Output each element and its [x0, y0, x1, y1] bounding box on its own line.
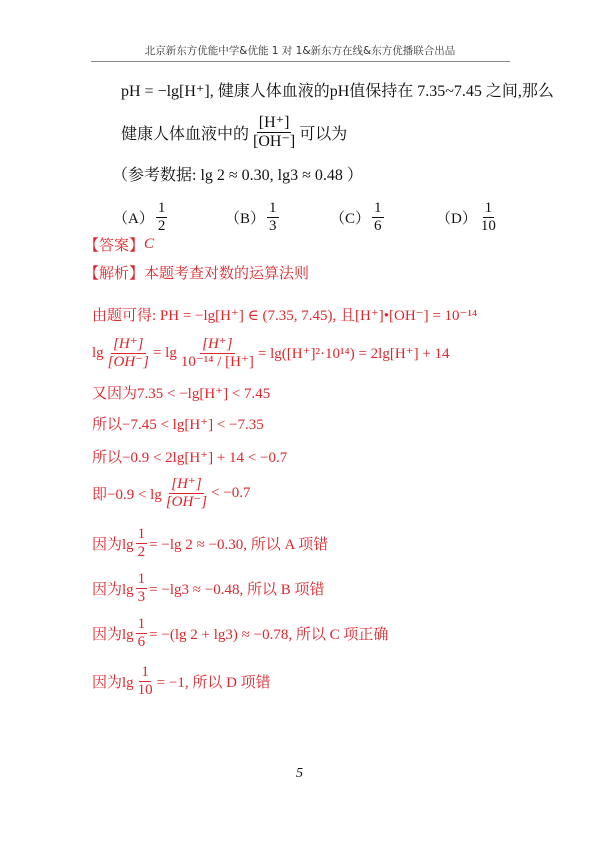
numerator: 1: [137, 526, 146, 542]
option-c: [330, 200, 386, 234]
option-label: （C）: [330, 210, 371, 227]
fraction: [156, 200, 168, 234]
text: = −(lg 2 + lg3) ≈ −0.78, 所以 C 项正确: [149, 626, 389, 643]
step-4: 所以−7.45 < lg[H⁺] < −7.35: [92, 417, 264, 433]
page-header: 北京新东方优能中学&优能 1 对 1&新东方在线&东方优播联合出品: [144, 45, 456, 57]
numerator: [H⁺]: [113, 336, 144, 352]
text: 因为lg: [92, 536, 134, 553]
fraction: [136, 526, 148, 560]
option-a: [113, 200, 169, 234]
fraction: [251, 114, 297, 150]
text: 可以为: [299, 125, 348, 143]
step-6: [92, 476, 251, 510]
header-divider: [91, 61, 510, 62]
option-label: （D）: [436, 210, 477, 227]
denominator: [OH⁻]: [253, 132, 296, 150]
denominator: 10: [480, 217, 496, 234]
step-1: 由题可得: PH = −lg[H⁺] ∈ (7.35, 7.45), 且[H⁺]•[OH⁻] = 10⁻¹⁴: [92, 308, 478, 324]
denominator: 6: [137, 633, 146, 650]
page-number: 5: [296, 766, 303, 781]
question-line-2: [121, 114, 347, 150]
step-5: 所以−0.9 < 2lg[H⁺] + 14 < −0.7: [92, 450, 288, 466]
step-2: [92, 336, 450, 370]
analysis-tag: 【解析】: [84, 266, 145, 282]
denominator: 6: [374, 217, 382, 234]
text: 健康人体血液中的: [121, 125, 250, 143]
numerator: 1: [374, 200, 382, 216]
fraction: [106, 336, 151, 370]
question-line-1: pH = −lg[H⁺], 健康人体血液的pH值保持在 7.35~7.45 之间,那么: [121, 83, 554, 100]
denominator: 10: [137, 681, 153, 698]
option-b: [225, 200, 281, 234]
step-3: 又因为7.35 < −lg[H⁺] < 7.45: [92, 386, 271, 402]
fraction: [136, 664, 155, 698]
fraction: [164, 476, 209, 510]
numerator: [H⁺]: [171, 476, 202, 492]
fraction: [136, 571, 148, 605]
denominator: 2: [137, 543, 146, 560]
text: = lg([H⁺]²·10¹⁴) = 2lg[H⁺] + 14: [257, 345, 450, 362]
denominator: 10⁻¹⁴ / [H⁺]: [180, 353, 254, 370]
numerator: 1: [141, 664, 149, 680]
numerator: 1: [137, 571, 146, 587]
answer-value: C: [144, 236, 155, 252]
fraction: [479, 200, 498, 234]
text: = −1, 所以 D 项错: [156, 674, 271, 691]
numerator: 1: [484, 200, 493, 216]
fraction: [179, 336, 256, 370]
step-9: [92, 616, 388, 650]
option-d: [436, 200, 500, 234]
numerator: 1: [137, 616, 146, 632]
numerator: 1: [157, 200, 166, 216]
analysis-line: [84, 262, 309, 283]
denominator: [OH⁻]: [107, 353, 149, 370]
numerator: 1: [269, 200, 277, 216]
text: = lg: [152, 344, 177, 361]
numerator: [H⁺]: [202, 336, 233, 352]
text: < −0.7: [211, 484, 251, 501]
reference-data: （参考数据: lg 2 ≈ 0.30, lg3 ≈ 0.48 ）: [112, 167, 363, 184]
text: lg: [92, 344, 104, 361]
step-10: [92, 664, 271, 698]
fraction: [136, 616, 148, 650]
text: 因为lg: [92, 581, 134, 598]
text: 因为lg: [92, 674, 134, 691]
text: = −lg 2 ≈ −0.30, 所以 A 项错: [149, 536, 329, 553]
step-8: [92, 571, 324, 605]
option-label: （B）: [225, 210, 266, 227]
fraction: [267, 200, 279, 234]
answer-line: [84, 234, 154, 255]
option-label: （A）: [113, 210, 154, 227]
fraction: [372, 200, 384, 234]
text: 因为lg: [92, 626, 134, 643]
denominator: 2: [157, 217, 166, 234]
analysis-title: 本题考查对数的运算法则: [144, 266, 310, 282]
denominator: 3: [137, 588, 146, 605]
numerator: [H⁺]: [258, 114, 290, 131]
denominator: [OH⁻]: [165, 493, 208, 510]
denominator: 3: [269, 217, 277, 234]
text: = −lg3 ≈ −0.48, 所以 B 项错: [149, 581, 325, 598]
step-7: [92, 526, 328, 560]
answer-tag: 【答案】: [84, 238, 145, 254]
text: 即−0.9 < lg: [92, 486, 162, 503]
